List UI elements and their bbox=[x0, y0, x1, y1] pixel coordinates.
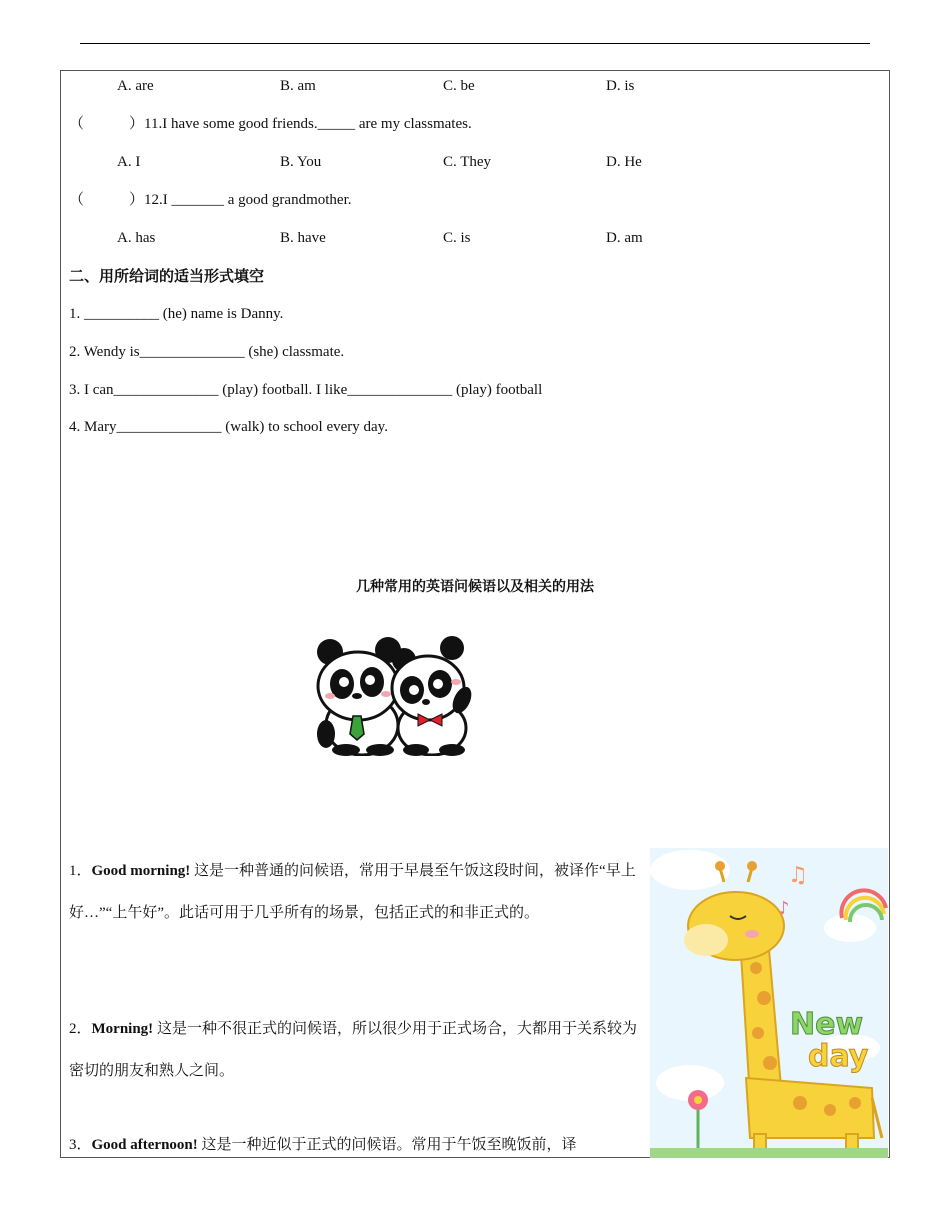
paragraph-number: 2． bbox=[69, 1021, 92, 1037]
fill-item-1: 1. __________ (he) name is Danny. bbox=[69, 306, 284, 322]
greeting-paragraph-2 bbox=[69, 1008, 641, 1092]
header-rule bbox=[80, 43, 870, 44]
q11-option-d: D. He bbox=[606, 154, 642, 170]
q12-option-d: D. am bbox=[606, 230, 643, 246]
q12-option-a: A. has bbox=[117, 230, 156, 246]
q10-option-b: B. am bbox=[280, 78, 316, 94]
fill-item-2: 2. Wendy is______________ (she) classmate. bbox=[69, 344, 345, 360]
q12-option-c: C. is bbox=[443, 230, 471, 246]
paragraph-text: 这是一种普通的问候语，常用于早晨至午饭这段时间，被译作“早上好…”“上午好”。此话可用于几乎所有的场景，包括正式的和非正式的。 bbox=[69, 863, 636, 921]
q11-option-a: A. I bbox=[117, 154, 141, 170]
new-label: New bbox=[790, 1007, 864, 1042]
paragraph-text: 这是一种近似于正式的问候语。常用于午饭至晚饭前，译 bbox=[197, 1137, 577, 1153]
paragraph-number: 3． bbox=[69, 1137, 92, 1153]
q10-option-a: A. are bbox=[117, 78, 154, 94]
panda-pair-icon bbox=[312, 630, 480, 756]
giraffe-new-day-illustration bbox=[650, 848, 888, 1158]
greeting-term: Good morning! bbox=[91, 863, 191, 879]
fill-item-4: 4. Mary______________ (walk) to school every day. bbox=[69, 419, 388, 435]
paragraph-text: 这是一种不很正式的问候语，所以很少用于正式场合，大都用于关系较为密切的朋友和熟人之间。 bbox=[69, 1021, 637, 1079]
q11-option-c: C. They bbox=[443, 154, 492, 170]
question-text: 11.I have some good friends._____ are my classmates. bbox=[144, 116, 472, 132]
greeting-term: Morning! bbox=[91, 1021, 154, 1037]
q12-option-b: B. have bbox=[280, 230, 326, 246]
panda-illustration bbox=[312, 630, 480, 756]
svg-text:♫: ♫ bbox=[788, 863, 808, 888]
answer-paren: （ ） bbox=[69, 116, 145, 132]
day-label: day bbox=[808, 1039, 869, 1074]
answer-paren: （ ） bbox=[69, 192, 145, 208]
q10-option-d: D. is bbox=[606, 78, 635, 94]
q10-option-c: C. be bbox=[443, 78, 475, 94]
greeting-term: Good afternoon! bbox=[91, 1137, 198, 1153]
giraffe-icon bbox=[650, 848, 888, 1158]
svg-text:♪: ♪ bbox=[778, 898, 790, 919]
greeting-paragraph-3 bbox=[69, 1124, 641, 1158]
question-12 bbox=[69, 190, 351, 210]
question-11 bbox=[69, 114, 472, 134]
section-2-heading: 二、用所给词的适当形式填空 bbox=[69, 267, 265, 285]
article-title: 几种常用的英语问候语以及相关的用法 bbox=[356, 579, 594, 595]
paragraph-number: 1． bbox=[69, 863, 92, 879]
greeting-paragraph-1 bbox=[69, 850, 641, 934]
fill-item-3: 3. I can______________ (play) football. I like______________ (play) football bbox=[69, 382, 543, 398]
q11-option-b: B. You bbox=[280, 154, 322, 170]
question-text: 12.I _______ a good grandmother. bbox=[144, 192, 352, 208]
